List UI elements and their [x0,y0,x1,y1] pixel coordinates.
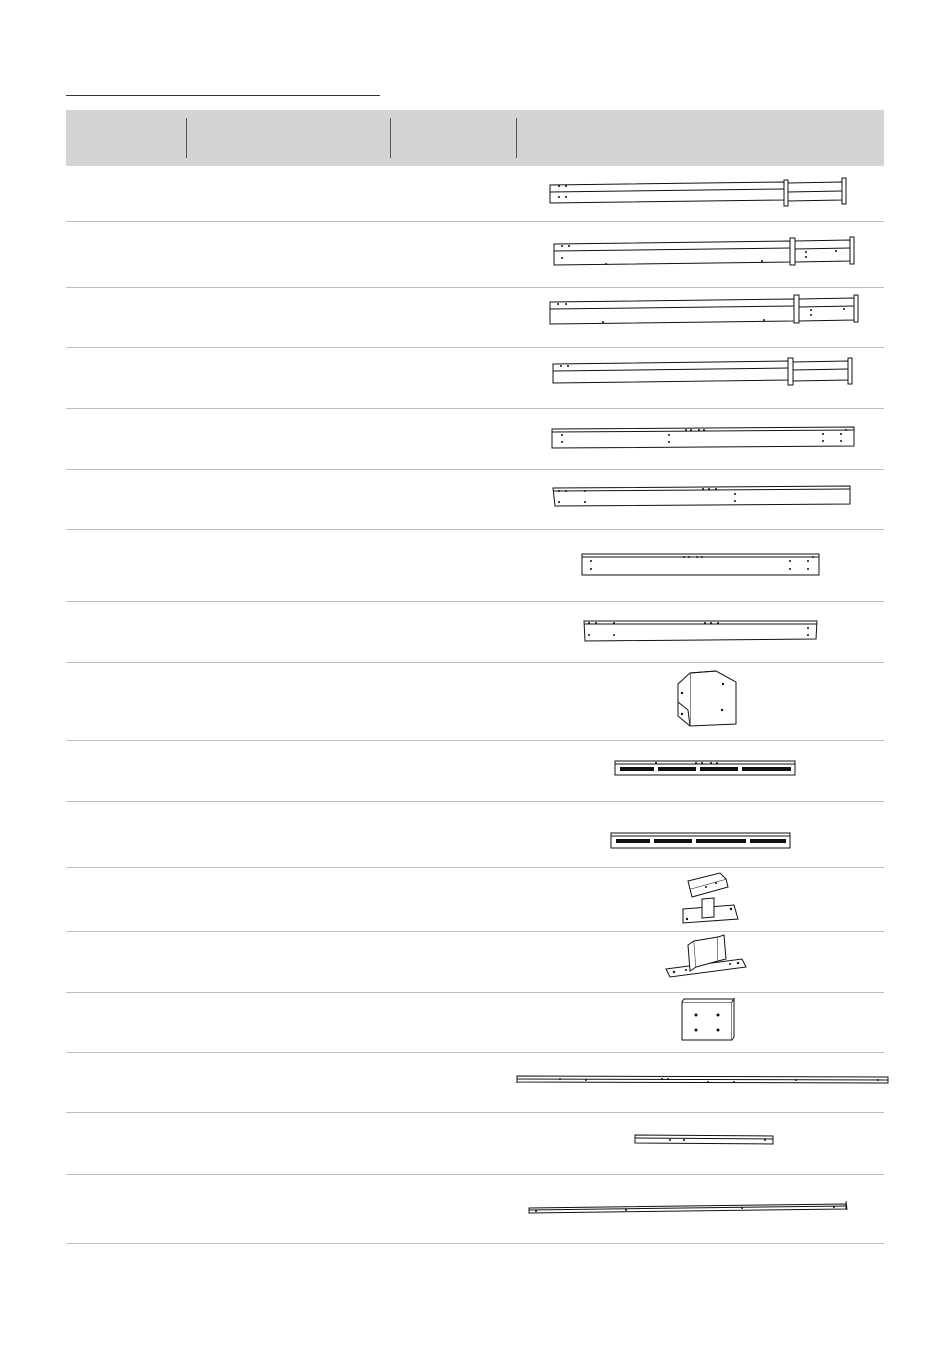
long-beam-with-end-frame-icon [66,166,884,221]
table-header [66,110,884,166]
table-row [66,931,884,993]
channel-bracket-icon [66,931,884,992]
long-beam-with-end-frame-icon [66,347,884,408]
table-row [66,1112,884,1175]
long-beam-with-end-frame-icon [66,287,884,347]
slotted-bar-icon [66,740,884,801]
table-row [66,801,884,868]
table-row [66,221,884,288]
slotted-bar-icon [66,801,884,867]
table-row [66,740,884,802]
header-no [66,110,186,166]
long-beam-with-end-frame-icon [66,221,884,287]
short-angle-rail-icon [66,1112,884,1174]
table-row [66,992,884,1053]
long-thin-rail-icon [66,1174,884,1243]
header-part-image [517,110,884,166]
table-row [66,347,884,409]
table-row [66,287,884,348]
long-angle-rail-icon [66,1052,884,1112]
table-row [66,867,884,932]
table-row [66,166,884,222]
table-row [66,1052,884,1113]
table-row [66,601,884,663]
table-row [66,469,884,530]
title-underline [66,95,380,96]
post-base-bracket-icon [66,867,884,931]
drilled-rail-icon [66,469,884,529]
corner-bracket-icon [66,662,884,740]
table-row [66,408,884,470]
drilled-rail-icon [66,601,884,662]
table-row [66,662,884,741]
header-description [187,110,390,166]
header-qty [391,110,516,166]
mounting-plate-icon [66,992,884,1052]
drilled-rail-icon [66,408,884,469]
drilled-rail-icon [66,529,884,601]
table-row [66,529,884,602]
table-row [66,1174,884,1244]
